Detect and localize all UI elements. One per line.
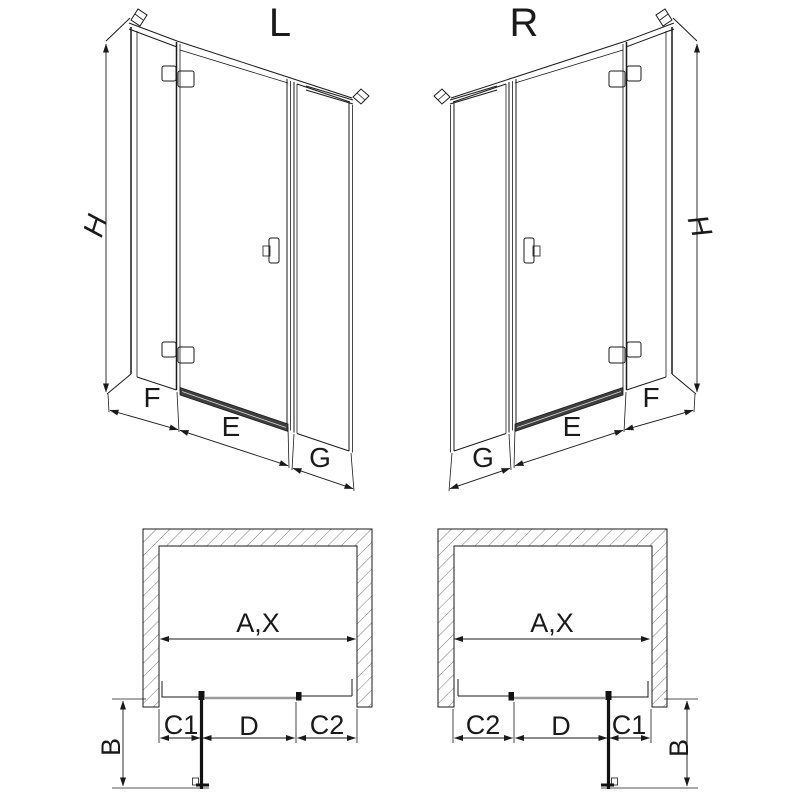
plan-view-left <box>96 529 372 789</box>
plan-left-dim-b: B <box>96 737 126 757</box>
iso-view-left <box>78 1 369 491</box>
iso-right-dim-g: G <box>472 442 494 473</box>
plan-left-dim-ax: A,X <box>236 608 280 638</box>
plan-left-dim-d: D <box>239 711 259 741</box>
plan-right-dim-ax: A,X <box>530 608 574 638</box>
plan-right-dim-c2: C2 <box>465 710 501 740</box>
iso-view-right <box>434 1 717 491</box>
plan-left-dim-c1: C1 <box>163 710 199 740</box>
plan-left-dim-c2: C2 <box>309 710 345 740</box>
plan-right-dim-c1: C1 <box>611 710 647 740</box>
plan-right-dim-b: B <box>664 738 694 758</box>
label-variant-r: R <box>509 1 539 45</box>
label-variant-l: L <box>268 1 292 45</box>
iso-left-dim-f: F <box>143 382 161 413</box>
plan-view-right <box>438 529 698 789</box>
iso-left-dim-g: G <box>309 442 331 473</box>
iso-left-dim-e: E <box>221 411 241 442</box>
iso-right-dim-e: E <box>562 411 582 442</box>
iso-right-dim-f: F <box>642 382 660 413</box>
iso-left-dim-h: H <box>77 211 115 241</box>
iso-right-dim-h: H <box>680 211 718 241</box>
plan-right-dim-d: D <box>551 711 571 741</box>
